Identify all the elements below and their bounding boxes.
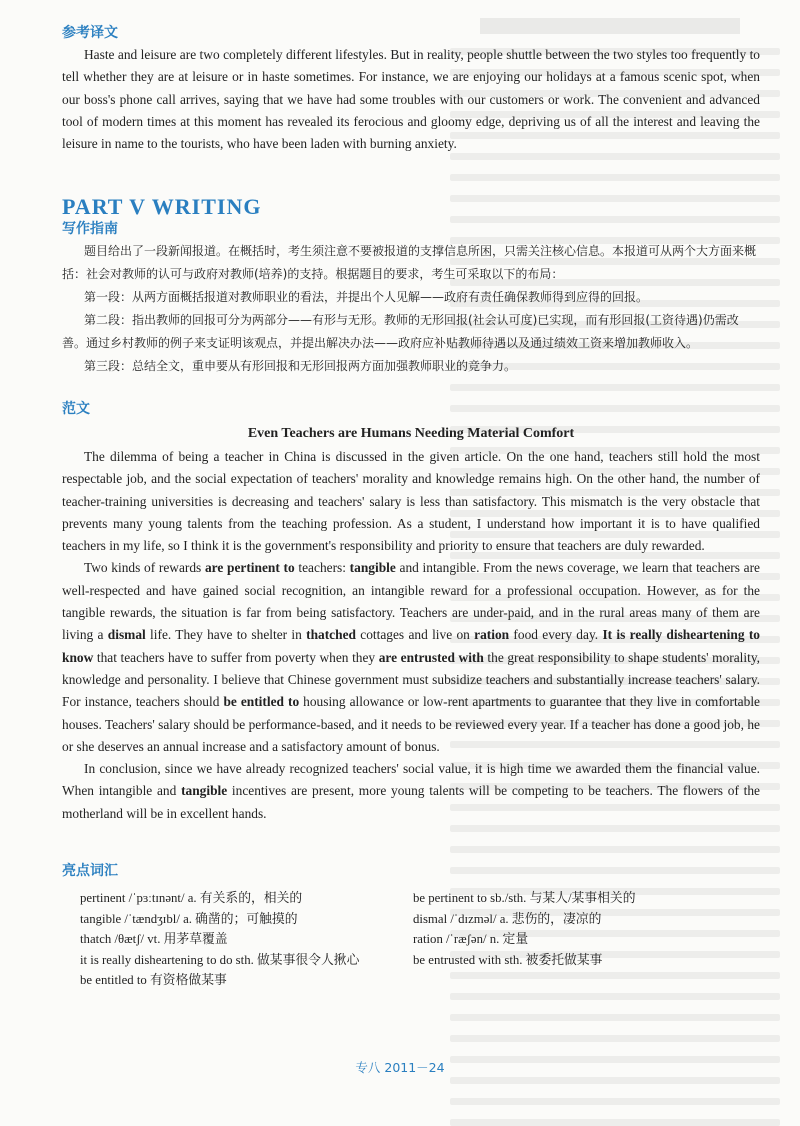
highlighted-phrase: ration [474,627,510,643]
vocab-item: be pertinent to sb./sth. 与某人/某事相关的 [413,891,636,905]
highlighted-phrase: are entrusted with [378,649,484,665]
essay-text-run: food every day. [509,627,603,643]
guide-paragraph: 第一段：从两方面概括报道对教师职业的看法，并提出个人见解——政府有责任确保教师得到应得的回报。 [84,290,649,304]
essay-text-run: teachers: [294,560,350,576]
essay-text-run: housing allowance or low-rent apartments to guarantee that they live in comfortable houses. Teachers' salary should be performance-based, and it needs to be reviewed every year. If a teacher has done a good job, he or she deserves an annual increase and a satisfactory amount of bonus. [62,694,760,754]
essay-paragraph-2 [62,557,760,758]
page-footer: 专八 2011－24 [355,1060,445,1075]
part-title: PART V WRITING [62,194,262,219]
highlighted-phrase: are pertinent to [204,560,295,576]
guide-body [62,240,760,378]
essay-paragraph-3 [62,758,760,825]
essay-text-run: that teachers have to suffer from poverty when they [93,649,379,665]
essay-paragraph-1: The dilemma of being a teacher in China is discussed in the given article. On the one hand, teachers still hold the most respectable job, and the social expectation of teachers' morality and knowledge remains high. On the other hand, the number of teacher-training universities is decreasing and teachers' salary is less than satisfactory. This mismatch is the very obstacle that prevents many young talents from the teaching profession. As a student, I understand how important it is to have qualified teachers in my life, so I think it is the government's responsibility and priority to ensure that teachers are duly rewarded. [62,449,760,554]
essay-text-run: life. They have to shelter in [145,627,307,643]
vocab-left-column [80,888,359,991]
guide-paragraph: 第三段：总结全文，重申要从有形回报和无形回报两方面加强教师职业的竞争力。 [84,359,517,373]
vocab-item: ration /ˈræʃən/ n. 定量 [413,932,529,947]
highlighted-phrase: dismal [107,627,146,643]
essay-body [62,446,760,825]
guide-paragraph: 第二段：指出教师的回报可分为两部分——有形与无形。教师的无形回报(社会认可度)已实现，而有形回报(工资待遇)仍需改善。通过乡村教师的例子来支证明该观点，并提出解决办法——政府应补贴教师待遇以及通过绩效工资来增加教师收入。 [62,313,739,350]
essay-text-run: incentives are present, more young talents will be competing to be teachers. The flowers of the motherland will be in excellent hands. [62,783,760,821]
essay-text-run: In conclusion, since we have already recognized teachers' social value, it is high time we awarded them the financial value. When intangible and [62,761,760,799]
vocab-item: dismal /ˈdɪzməl/ a. 悲伤的，凄凉的 [413,911,602,926]
vocab-item: thatch /θætʃ/ vt. 用茅草覆盖 [80,932,228,947]
vocab-item: be entitled to 有资格做某事 [80,973,227,988]
vocab-item: tangible /ˈtændʒɪbl/ a. 确凿的；可触摸的 [80,911,298,926]
ref-translation-heading: 参考译文 [62,25,118,41]
highlighted-phrase: be entitled to [223,694,300,710]
highlighted-phrase: thatched [306,627,356,643]
vocab-right-column [413,888,636,970]
ref-translation-paragraph: Haste and leisure are two completely different lifestyles. But in reality, people shuttle between the two styles too frequently to tell whether they are at leisure or in haste sometimes. For instance, we are enjoying our holidays at a famous scenic spot, when our boss's phone call arrives, saying that we have had some troubles with our customers or work. The convenient and advanced tool of modern times at this moment has revealed its ferocious and gloomy edge, depriving us of all the interest and leaving the leisure in name to the tourists, who have been laden with burning anxiety. [62,47,760,152]
guide-heading: 写作指南 [62,221,118,237]
highlighted-phrase: It is really disheartening to know [62,627,760,665]
essay-text-run: and intangible. From the news coverage, we learn that teachers are well-respected and have gained social recognition, an intangible reward for a professional occupation. However, as for the tangible rewards, the situation is far from being satisfactory. Teachers are under-paid, and in the rural areas many of them are living a [62,560,760,643]
vocab-item: it is really disheartening to do sth. 做某事很令人揪心 [80,952,360,967]
guide-paragraph: 题目给出了一段新闻报道。在概括时，考生须注意不要被报道的支撑信息所困，只需关注核心信息。本报道可从两个大方面来概括：社会对教师的认可与政府对教师(培养)的支持。根据题目的要求，考生可采取以下的布局： [62,244,757,281]
essay-text-run: the great responsibility to shape students' morality, knowledge and personality. I believe that Chinese government must subsidize teachers and substantially increase teachers' salary. For instance, teachers should [62,649,760,710]
vocab-item: pertinent /ˈpɜːtɪnənt/ a. 有关系的，相关的 [80,891,303,905]
vocab-item: be entrusted with sth. 被委托做某事 [413,952,603,967]
sample-heading: 范文 [62,401,90,417]
ref-translation-text [62,44,760,155]
vocab-heading: 亮点词汇 [62,863,118,879]
essay-text-run: cottages and live on [355,627,475,643]
highlighted-phrase: tangible [181,783,228,799]
essay-title: Even Teachers are Humans Needing Material Comfort [247,426,575,441]
highlighted-phrase: tangible [349,560,396,576]
essay-text-run: Two kinds of rewards [84,560,205,576]
